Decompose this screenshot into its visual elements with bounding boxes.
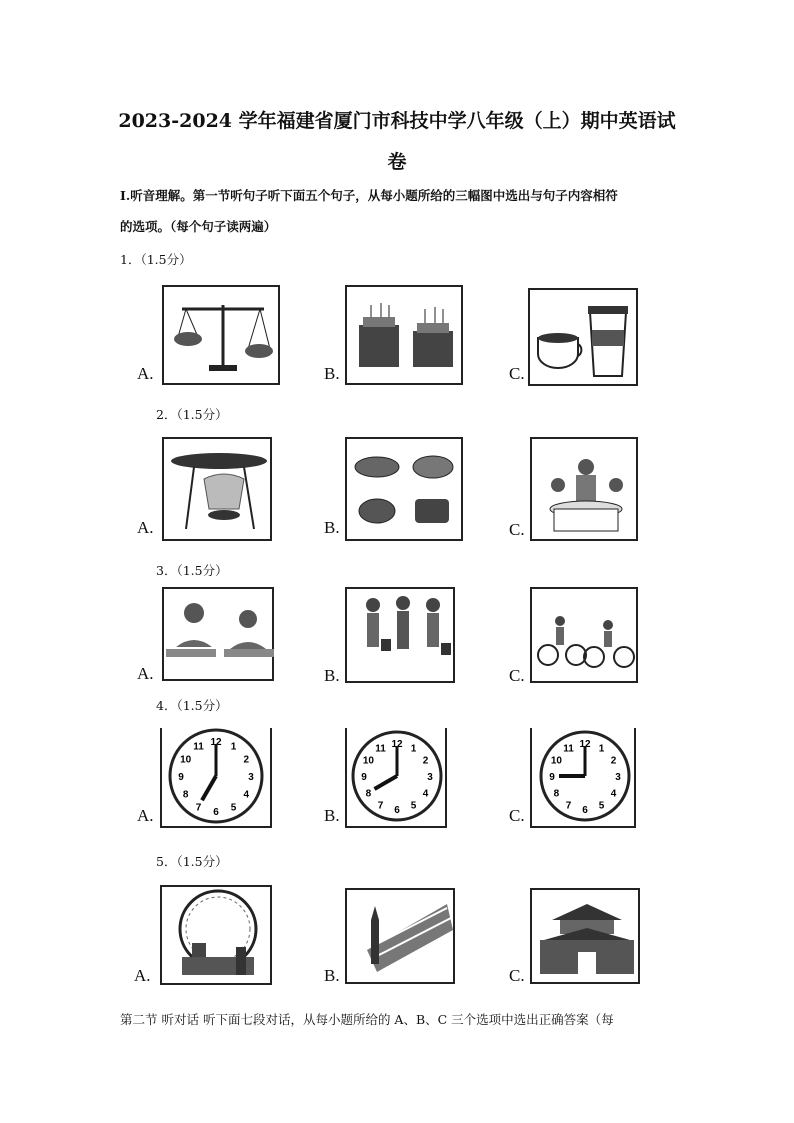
question-5-label: 5．（1.5分） — [156, 854, 228, 869]
clock-number: 7 — [565, 800, 572, 812]
page-title-continued: 卷 — [387, 151, 407, 173]
question-2-label-b: B. — [324, 518, 340, 537]
question-3-option-b[interactable] — [345, 587, 455, 683]
food-dishes-icon — [347, 439, 465, 543]
statue-of-liberty-icon — [347, 890, 457, 986]
clock-number: 2 — [610, 755, 617, 767]
clock-number: 10 — [180, 754, 192, 766]
clock-number: 6 — [213, 807, 219, 818]
clock-number: 4 — [243, 789, 250, 801]
clock-number: 12 — [210, 737, 222, 748]
restaurant-people-icon — [532, 439, 640, 543]
question-2-label-c: C. — [509, 520, 525, 539]
clock-number: 1 — [598, 743, 605, 755]
question-2-option-b[interactable] — [345, 437, 463, 541]
clock-number: 10 — [550, 755, 562, 767]
question-3-label-b: B. — [324, 666, 340, 685]
london-eye-icon — [162, 887, 274, 987]
clock-number: 8 — [182, 789, 189, 801]
cakes-icon — [347, 287, 465, 387]
question-4-option-a[interactable] — [160, 728, 272, 828]
question-5-option-c[interactable] — [530, 888, 640, 984]
clock-number: 7 — [377, 800, 384, 812]
balance-scale-icon — [164, 287, 282, 387]
question-2-label: 2．（1.5分） — [156, 407, 228, 422]
clock-number: 5 — [410, 800, 417, 812]
picnic-table-icon — [164, 439, 274, 543]
question-3-label-c: C. — [509, 666, 525, 685]
clock-number: 7 — [195, 802, 202, 814]
clock-number: 1 — [410, 743, 417, 755]
clock-8-icon — [347, 728, 449, 828]
section2-instructions: 第二节 听对话 听下面七段对话，从每小题所给的 A、B、C 三个选项中选出正确答案（每 — [120, 1012, 614, 1027]
clock-number: 5 — [230, 802, 237, 814]
question-3-option-a[interactable] — [162, 587, 274, 681]
clock-number: 11 — [193, 741, 204, 753]
clock-number: 9 — [549, 772, 555, 783]
clock-number: 5 — [598, 800, 605, 812]
question-2-label-a: A. — [137, 518, 154, 537]
tiananmen-icon — [532, 890, 642, 986]
clock-number: 9 — [361, 772, 367, 783]
question-3-label-a: A. — [137, 664, 154, 683]
question-1-option-a[interactable] — [162, 285, 280, 385]
clock-number: 12 — [579, 739, 591, 750]
section1-instructions-continued: 的选项。（每个句子读两遍） — [120, 219, 277, 234]
clock-number: 3 — [427, 772, 433, 783]
question-2-option-a[interactable] — [162, 437, 272, 541]
clock-number: 8 — [365, 788, 372, 800]
clock-number: 4 — [610, 788, 617, 800]
section1-instructions: I.听音理解。第一节听句子听下面五个句子，从每小题所给的三幅图中选出与句子内容相符 — [120, 188, 618, 203]
clock-9-icon — [532, 728, 638, 828]
question-4-option-b[interactable] — [345, 728, 447, 828]
clock-number: 3 — [615, 772, 621, 783]
question-4-label-c: C. — [509, 806, 525, 825]
question-1-option-b[interactable] — [345, 285, 463, 385]
clock-number: 2 — [243, 754, 250, 766]
cyclists-icon — [532, 589, 640, 685]
coffee-cups-icon — [530, 290, 640, 388]
clock-number: 11 — [563, 743, 574, 755]
question-4-label-a: A. — [137, 806, 154, 825]
clock-number: 4 — [422, 788, 429, 800]
question-5-label-b: B. — [324, 966, 340, 985]
clock-number: 10 — [362, 755, 374, 767]
shopping-women-icon — [347, 589, 457, 685]
question-4-label-b: B. — [324, 806, 340, 825]
question-4-option-c[interactable] — [530, 728, 636, 828]
lying-reading-icon — [164, 589, 276, 683]
clock-number: 1 — [230, 741, 237, 753]
question-1-label-c: C. — [509, 364, 525, 383]
question-5-option-a[interactable] — [160, 885, 272, 985]
question-1-label-b: B. — [324, 364, 340, 383]
question-2-option-c[interactable] — [530, 437, 638, 541]
question-4-label: 4．（1.5分） — [156, 698, 228, 713]
page-title: 2023-2024 学年福建省厦门市科技中学八年级（上）期中英语试 — [118, 110, 676, 132]
clock-number: 6 — [582, 805, 588, 816]
clock-number: 2 — [422, 755, 429, 767]
question-3-label: 3．（1.5分） — [156, 563, 228, 578]
question-1-option-c[interactable] — [528, 288, 638, 386]
clock-number: 12 — [391, 739, 403, 750]
clock-number: 11 — [375, 743, 386, 755]
clock-number: 6 — [394, 805, 400, 816]
clock-number: 3 — [248, 772, 254, 783]
clock-7-icon — [162, 728, 274, 828]
question-5-option-b[interactable] — [345, 888, 455, 984]
question-1-label-a: A. — [137, 364, 154, 383]
question-3-option-c[interactable] — [530, 587, 638, 683]
question-5-label-a: A. — [134, 966, 151, 985]
clock-number: 8 — [553, 788, 560, 800]
question-5-label-c: C. — [509, 966, 525, 985]
question-1-label: 1．（1.5分） — [120, 252, 192, 267]
clock-number: 9 — [178, 772, 184, 783]
